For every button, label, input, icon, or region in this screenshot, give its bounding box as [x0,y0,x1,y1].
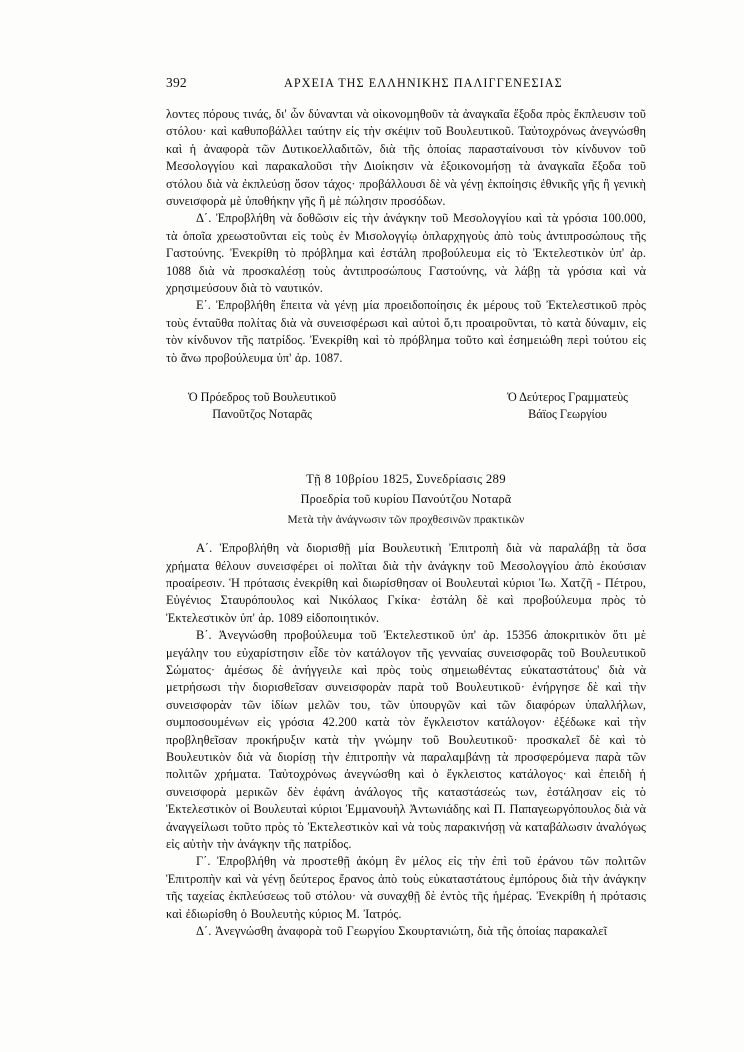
session-note: Μετὰ τὴν ἀνάγνωσιν τῶν προχθεσινῶν πρακτικῶν [287,514,525,527]
session-chair: Προεδρία τοῦ κυρίου Πανούτζου Νοταρᾶ [300,492,512,507]
signature-president-name: Πανοῦτζος Νοταρᾶς [212,407,312,422]
paragraph-item-alpha: Α΄. Ἐπροβλήθη νὰ διορισθῇ μία Βουλευτικὴ Ἐπιτροπὴ διὰ νὰ παραλάβῃ τὰ ὅσα χρήματα θέλουν συνεισφέρει οἱ πολῖται διὰ τὴν ἀνάγκην τοῦ Μεσολογγίου ἀπὸ ἑκούσιαν προαίρεσιν. Ἡ πρότασις ἐνεκρίθη καὶ διωρίσθησαν οἱ Βουλευταὶ κύριοι Ἰω. Χατζῆ - Πέτρου, Εὐγένιος Σταυρόπουλος καὶ Νικόλαος Γκίκα· ἐστάλη δὲ καὶ προβούλευμα πρὸς τὸ Ἐκτελεστικὸν ὑπ' ἀρ. 1089 εἰδοποιητικόν. [166,541,646,625]
paragraph-continuation: λοντες πόρους τινάς, δι' ὧν δύνανται νὰ οἰκονομηθοῦν τὰ ἀναγκαῖα ἔξοδα πρὸς ἔκπλευσιν τοῦ στόλου· καὶ καθυποβάλλει ταύτην εἰς τὴν σκέψιν τοῦ Βουλευτικοῦ. Ταὐτοχρόνως ἀνεγνώσθη καὶ ἡ ἀναφορὰ τῶν Δυτικοελλαδιτῶν, διὰ τῆς ὁποίας παρασταίνουσι τὸν κίνδυνον τοῦ Μεσολογγίου καὶ παρακαλοῦσι τὴν Διοίκησιν νὰ ἐξοικονομήσῃ τὰ ἀναγκαῖα ἔξοδα τοῦ στόλου διὰ νὰ ἐκπλεύσῃ ὅσον τάχος· προβάλλουσι δὲ νὰ γένῃ ἐκποίησις ἐθνικῆς γῆς ἢ γενικὴ συνεισφορὰ μὲ ὑποθήκην γῆς ἢ μὲ πώλησιν προσόδων. [166,107,646,209]
session-heading [166,469,646,531]
signature-president-role: Ὁ Πρόεδρος τοῦ Βουλευτικοῦ [188,390,337,405]
paragraph-item-epsilon: Ε΄. Ἐπροβλήθη ἔπειτα νὰ γένῃ μία προειδοποίησις ἐκ μέρους τοῦ Ἐκτελεστικοῦ πρὸς τοὺς ἐνταῦθα πολίτας διὰ νὰ συνεισφέρωσι καὶ αὐτοὶ ὅ,τι προαιροῦνται, τὸ κατὰ δύναμιν, εἰς τὸν κίνδυνον τῆς πατρίδος. Ἐνεκρίθη καὶ τὸ πρόβλημα τοῦτο καὶ ἐσημειώθη περὶ τούτου εἰς τὸ ἄνω προβούλευμα ὑπ' ἀρ. 1087. [166,298,646,365]
signature-block [166,389,646,423]
signature-secretary [507,389,628,423]
signature-president [188,389,336,423]
paragraph-item-beta: Β΄. Ἀνεγνώσθη προβούλευμα τοῦ Ἐκτελεστικοῦ ὑπ' ἀρ. 15356 ἀποκριτικὸν ὅτι μὲ μεγάλην του εὐχαρίστησιν εἶδε τὸν κατάλογον τῆς γενναίας συνεισφορᾶς τοῦ Βουλευτικοῦ Σώματος· ἀμέσως δὲ ἀνήγγειλε καὶ πρὸς τοὺς σημειωθέντας εὐκαταστάτους' διὰ νὰ μετρήσωσι τὴν διορισθεῖσαν συνεισφορὰν παρὰ τοῦ Βουλευτικοῦ· ἐνήργησε δὲ καὶ τὴν συνεισφορὰν τῶν ἰδίων μελῶν του, τῶν ὑπουργῶν καὶ τῶν διαφόρων ὑπαλλήλων, συμποσουμένων εἰς γρόσια 42.200 κατὰ τὸν ἔγκλειστον κατάλογον· ἐξέδωκε καὶ τὴν προβληθεῖσαν προκήρυξιν κατὰ τὴν γνώμην τοῦ Βουλευτικοῦ· προσκαλεῖ δὲ καὶ τὸ Βουλευτικὸν διὰ νὰ διορίσῃ τὴν ἐπιτροπὴν νὰ παραλαμβάνῃ τὰ προσφερόμενα παρὰ τῶν πολιτῶν χρήματα. Ταὐτοχρόνως ἀνεγνώσθη καὶ ὁ ἔγκλειστος κατάλογος· καὶ ἐπειδὴ ἡ συνεισφορὰ μερικῶν δὲν ἐφάνη ἀνάλογος τῆς καταστάσεώς των, ἐστάλησαν εἰς τὸ Ἐκτελεστικὸν οἱ Βουλευταὶ κύριοι Ἐμμανουὴλ Ἀντωνιάδης καὶ Π. Παπαγεωργόπουλος διὰ νὰ ἀναγγείλωσι τοῦτο πρὸς τὸ Ἐκτελεστικὸν καὶ νὰ τοὺς παρακινήσῃ νὰ καταβάλωσιν ἀναλόγως εἰς αὐτὴν τὴν ἀνάγκην τῆς πατρίδος. [166,628,646,851]
running-head-title: ΑΡΧΕΙΑ ΤΗΣ ΕΛΛΗΝΙΚΗΣ ΠΑΛΙΓΓΕΝΕΣΙΑΣ [284,76,563,90]
session-body [166,540,646,940]
session-date: Τῇ 8 10βρίου 1825, Συνεδρίασις 289 [306,472,506,487]
signature-secretary-role: Ὁ Δεύτερος Γραμματεὺς [507,390,628,405]
paragraph-item-gamma: Γ΄. Ἐπροβλήθη νὰ προστεθῇ ἀκόμη ἓν μέλος εἰς τὴν ἐπὶ τοῦ ἐράνου τῶν πολιτῶν Ἐπιτροπὴν καὶ νὰ γένῃ δεύτερος ἔρανος ἀπὸ τοὺς εὐκαταστάτους ἐμπόρους διὰ τὴν ἀνάγκην τῆς ταχείας ἐκπλεύσεως τοῦ στόλου· νὰ συναχθῇ δὲ ἐντὸς τῆς ἡμέρας. Ἐνεκρίθη ἡ πρότασις καὶ ἐδιωρίσθη ὁ Βουλευτὴς κύριος Μ. Ἰατρός. [166,854,646,921]
page-number: 392 [166,75,187,90]
paragraph-item-delta-2: Δ΄. Ἀνεγνώσθη ἀναφορὰ τοῦ Γεωργίου Σκουρτανιώτη, διὰ τῆς ὁποίας παρακαλεῖ [196,924,607,939]
paragraph-item-delta: Δ΄. Ἐπροβλήθη νὰ δοθῶσιν εἰς τὴν ἀνάγκην τοῦ Μεσολογγίου καὶ τὰ γρόσια 100.000, τὰ ὁποῖα χρεωστοῦνται εἰς τοὺς ἐν Μισολογγίῳ ὁπλαρχηγοὺς ἀπὸ τοὺς ἀντιπροσώπους τῆς Γαστούνης. Ἐνεκρίθη τὸ πρόβλημα καὶ ἐστάλη προβούλευμα εἰς τὸ Ἐκτελεστικὸν ὑπ' ἀρ. 1088 διὰ νὰ προσκαλέσῃ τοὺς ἀντιπροσώπους Γαστούνης, νὰ λάβῃ τὰ γρόσια καὶ νὰ χρησιμεύσουν διὰ τὸ ναυτικόν. [166,211,646,296]
running-head [166,72,646,102]
signature-secretary-name: Βάϊος Γεωργίου [528,407,607,422]
page-content [166,72,646,940]
